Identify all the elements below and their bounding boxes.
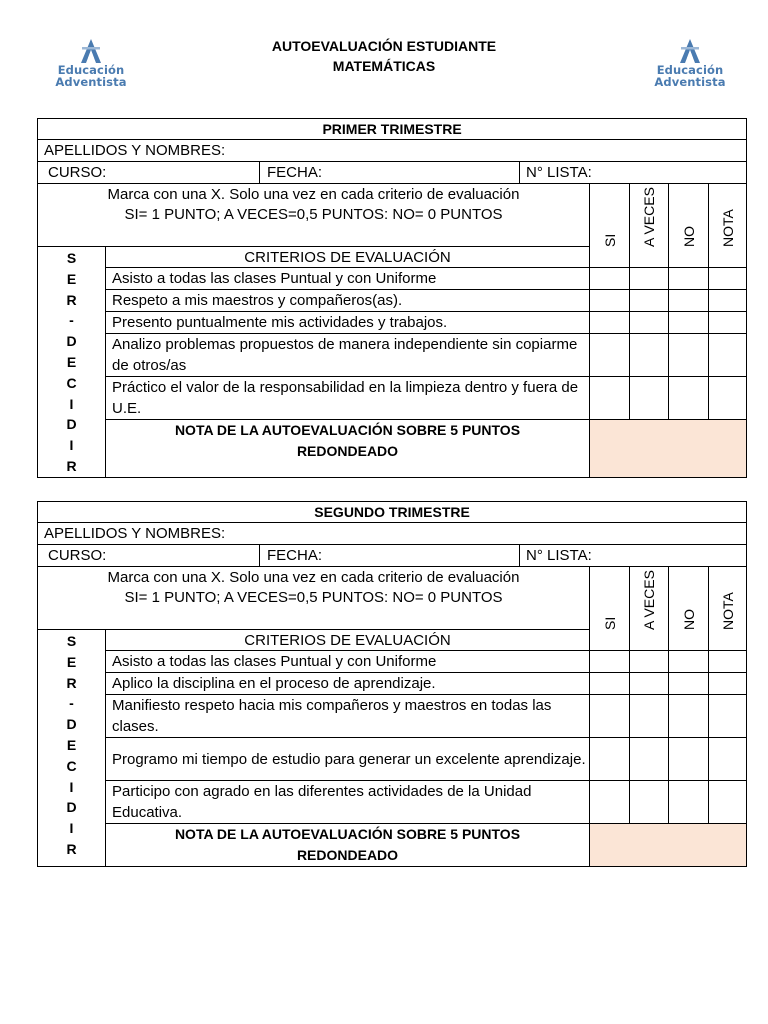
column-header-no <box>669 184 709 268</box>
cell-no[interactable] <box>669 695 709 738</box>
logo-text-line1: Educación <box>57 63 125 77</box>
student-name-field[interactable]: APELLIDOS Y NOMBRES: <box>38 140 747 162</box>
cell-si[interactable] <box>590 695 630 738</box>
cell-no[interactable] <box>669 673 709 695</box>
column-header-no <box>669 567 709 651</box>
column-header-a-veces <box>630 567 669 651</box>
column-header-a-veces <box>630 184 669 268</box>
cell-a-veces[interactable] <box>630 738 669 781</box>
nota-autoevaluacion-label <box>106 420 590 478</box>
instructions-line1: Marca con una X. Solo una vez en cada criterio de evaluación <box>107 186 520 203</box>
cell-a-veces[interactable] <box>630 290 669 312</box>
column-header-si <box>590 184 630 268</box>
column-header-nota <box>709 184 747 268</box>
ser-letter: E <box>66 270 77 287</box>
cell-no[interactable] <box>669 781 709 824</box>
cell-si[interactable] <box>590 290 630 312</box>
ser-letter: E <box>66 736 77 753</box>
cell-nota[interactable] <box>709 268 747 290</box>
column-header-si <box>590 567 630 651</box>
criterion-row: Analizo problemas propuestos de manera independiente sin copiarme de otros/as <box>106 334 590 377</box>
criterion-row: Aplico la disciplina en el proceso de aprendizaje. <box>106 673 590 695</box>
cell-a-veces[interactable] <box>630 377 669 420</box>
cell-a-veces[interactable] <box>630 695 669 738</box>
cell-nota[interactable] <box>709 290 747 312</box>
instructions-line1: Marca con una X. Solo una vez en cada criterio de evaluación <box>107 569 520 586</box>
criteria-header: CRITERIOS DE EVALUACIÓN <box>106 630 590 651</box>
criterion-row: Presento puntualmente mis actividades y trabajos. <box>106 312 590 334</box>
logo-text-line1: Educación <box>656 63 724 77</box>
table-primer-trimestre <box>37 118 747 478</box>
student-name-field[interactable]: APELLIDOS Y NOMBRES: <box>38 523 747 545</box>
page-header <box>0 36 768 76</box>
cell-si[interactable] <box>590 268 630 290</box>
cell-si[interactable] <box>590 781 630 824</box>
ser-letter: - <box>69 695 74 712</box>
instructions <box>38 567 590 630</box>
column-header-label: A VECES <box>641 570 657 630</box>
nota-total-field[interactable] <box>590 420 747 478</box>
criterion-row: Asisto a todas las clases Puntual y con Uniforme <box>106 268 590 290</box>
column-header-label: SI <box>601 616 618 630</box>
cell-a-veces[interactable] <box>630 312 669 334</box>
ser-letter: I <box>69 437 74 454</box>
cell-nota[interactable] <box>709 781 747 824</box>
ser-letter: E <box>66 353 77 370</box>
nota-line1: NOTA DE LA AUTOEVALUACIÓN SOBRE 5 PUNTOS <box>174 422 521 438</box>
cell-no[interactable] <box>669 738 709 781</box>
cell-si[interactable] <box>590 312 630 334</box>
logo-text-line2: Adventista <box>55 75 127 89</box>
ser-letter: D <box>66 716 77 733</box>
column-header-label: NO <box>680 226 697 247</box>
page-subtitle: MATEMÁTICAS <box>332 58 436 74</box>
ser-decidir-label <box>38 630 106 867</box>
cell-a-veces[interactable] <box>630 781 669 824</box>
cell-no[interactable] <box>669 312 709 334</box>
nota-autoevaluacion-label <box>106 824 590 867</box>
cell-no[interactable] <box>669 651 709 673</box>
cell-si[interactable] <box>590 673 630 695</box>
cell-si[interactable] <box>590 334 630 377</box>
cell-si[interactable] <box>590 738 630 781</box>
lista-field[interactable]: N° LISTA: <box>520 162 747 184</box>
curso-field[interactable]: CURSO: <box>38 545 260 567</box>
ser-letter: C <box>66 757 77 774</box>
logo-text-line2: Adventista <box>654 75 726 89</box>
criterion-row: Asisto a todas las clases Puntual y con Uniforme <box>106 651 590 673</box>
column-header-nota <box>709 567 747 651</box>
criterion-row: Manifiesto respeto hacia mis compañeros y maestros en todas las clases. <box>106 695 590 738</box>
ser-letter: R <box>66 674 77 691</box>
column-header-label: SI <box>601 233 618 247</box>
column-header-label: NOTA <box>719 592 736 630</box>
ser-letter: R <box>66 840 77 857</box>
fecha-field[interactable]: FECHA: <box>260 545 520 567</box>
cell-si[interactable] <box>590 651 630 673</box>
instructions-line2: SI= 1 PUNTO; A VECES=0,5 PUNTOS: NO= 0 PUNTOS <box>124 589 503 606</box>
instructions <box>38 184 590 247</box>
ser-letter: R <box>66 291 77 308</box>
column-header-label: NO <box>680 609 697 630</box>
ser-letter: D <box>66 799 77 816</box>
column-header-label: NOTA <box>719 209 736 247</box>
ser-letter: D <box>66 333 77 350</box>
cell-nota[interactable] <box>709 377 747 420</box>
cell-si[interactable] <box>590 377 630 420</box>
fecha-field[interactable]: FECHA: <box>260 162 520 184</box>
cell-nota[interactable] <box>709 695 747 738</box>
cell-a-veces[interactable] <box>630 268 669 290</box>
cell-no[interactable] <box>669 290 709 312</box>
cell-a-veces[interactable] <box>630 651 669 673</box>
ser-letter: I <box>69 820 74 837</box>
lista-field[interactable]: N° LISTA: <box>520 545 747 567</box>
cell-nota[interactable] <box>709 651 747 673</box>
table-segundo-trimestre <box>37 501 747 867</box>
criterion-row: Respeto a mis maestros y compañeros(as). <box>106 290 590 312</box>
ser-letter: S <box>66 250 77 266</box>
cell-nota[interactable] <box>709 738 747 781</box>
cell-no[interactable] <box>669 268 709 290</box>
cell-no[interactable] <box>669 334 709 377</box>
criterion-row: Participo con agrado en las diferentes actividades de la Unidad Educativa. <box>106 781 590 824</box>
ser-letter: E <box>66 653 77 670</box>
cell-nota[interactable] <box>709 312 747 334</box>
nota-line1: NOTA DE LA AUTOEVALUACIÓN SOBRE 5 PUNTOS <box>174 826 521 842</box>
criteria-header: CRITERIOS DE EVALUACIÓN <box>106 247 590 268</box>
instructions-line2: SI= 1 PUNTO; A VECES=0,5 PUNTOS: NO= 0 PUNTOS <box>124 206 503 223</box>
cell-nota[interactable] <box>709 334 747 377</box>
nota-line2: REDONDEADO <box>296 443 399 459</box>
page-title: AUTOEVALUACIÓN ESTUDIANTE <box>271 38 497 54</box>
ser-letter: I <box>69 395 74 412</box>
column-header-label: A VECES <box>641 187 657 247</box>
ser-letter: D <box>66 416 77 433</box>
cell-no[interactable] <box>669 377 709 420</box>
criterion-row: Práctico el valor de la responsabilidad en la limpieza dentro y fuera de U.E. <box>106 377 590 420</box>
ser-decidir-label <box>38 247 106 478</box>
nota-total-field[interactable] <box>590 824 747 867</box>
ser-letter: - <box>69 312 74 329</box>
nota-line2: REDONDEADO <box>296 847 399 863</box>
trimester-title: PRIMER TRIMESTRE <box>38 119 747 140</box>
trimester-title: SEGUNDO TRIMESTRE <box>38 502 747 523</box>
criterion-row: Programo mi tiempo de estudio para generar un excelente aprendizaje. <box>106 738 590 781</box>
curso-field[interactable]: CURSO: <box>38 162 260 184</box>
cell-a-veces[interactable] <box>630 334 669 377</box>
ser-letter: I <box>69 778 74 795</box>
cell-nota[interactable] <box>709 673 747 695</box>
cell-a-veces[interactable] <box>630 673 669 695</box>
ser-letter: R <box>66 457 77 474</box>
ser-letter: S <box>66 633 77 649</box>
ser-letter: C <box>66 374 77 391</box>
